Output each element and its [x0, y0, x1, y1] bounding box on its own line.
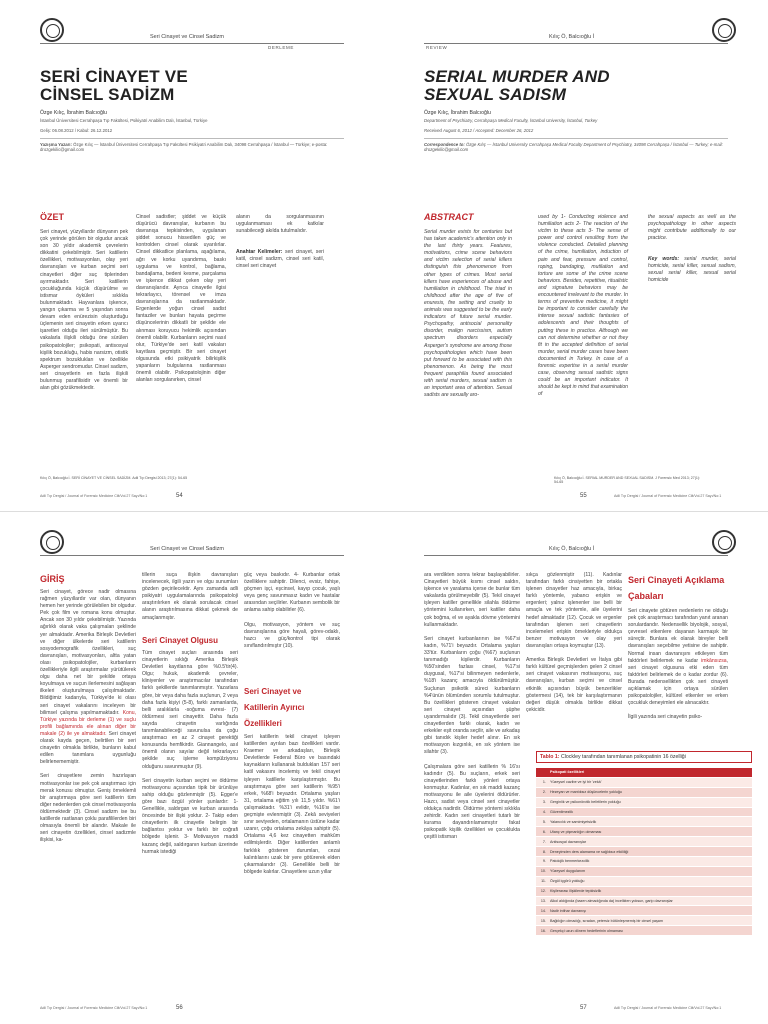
abstract-column-1: Serial murder exists for centuries but has taken academic's attention only in the last thirty years. Features, motivations, crime scene behaviors and victim selection of serial killers distinguish this phenomenon from other types of crimes. Most serial killers have experiences of abuse and humiliation in childhood. The triad in childhood after the age of five of enuresis, fire setting and cruelty to animals was suggested to be the early indicators of future serial murder. Psychopathy, antisocial personality disorder, malign narcissism, autism spectrum disorders especially Asperger's syndrome are among those psychopathologies which have been put forward to be associated with this phenomenon. As being the most frequent paraphilia found associated with serial murders, sexual sadism is an important area of attention. Sexual sadists are sexually aro-	[424, 229, 512, 399]
table-caption-text: Clockley tarafından tanımlanan psikopatinin 16 özelliği	[560, 754, 686, 760]
table-row: 2. Hezeyan ve mantıksız düşüncelerin yokluğu	[536, 787, 752, 797]
table-row: 5. Yalancılık ve samimiyetsizlik	[536, 817, 752, 827]
abstract-heading: ÖZET	[40, 212, 64, 222]
citation-footnote: Kılıç Ö, Balcıoğlu İ. SERIAL MURDER AND SEXUAL SADISM. J Forensic Med 2013; 27(1): 54-65	[554, 476, 701, 485]
correspondence-text: Özge Kılıç — İstanbul Üniversitesi Cerrahpaşa Tıp Fakültesi Psikiyatri Anabilim Dalı, 34098 Cerrahpaşa / İstanbul — Türkiye; e-posta: drozgekilic@gmail.com	[40, 142, 328, 153]
page-number: 56	[176, 1005, 183, 1011]
table-row: 8. Deneyimden ders alamama ve sağlıksız etkililiği	[536, 847, 752, 857]
journal-seal-icon	[40, 18, 64, 42]
header-rule	[424, 43, 728, 44]
table-row: 16. Gerçekçi uzun dönem hedeflerinin olmaması	[536, 926, 752, 936]
table-row: 14. Nadir intihar davranışı	[536, 906, 752, 916]
journal-footer: Adli Tıp Dergisi / Journal of Forensic Medicine Cilt/Vol.27 Sayı/No:1	[40, 494, 148, 498]
table-header-row	[536, 768, 752, 777]
abstract-column-2: used by 1- Conducting violence and humiliation acts 2- The reaction of the victim to these acts 3- The sense of power and control resulting from the violence conducted. Detailed planning of the crime, humiliation, induction of pain and fear, pressure and control, roping, bandaging, mutilation and torture are some of the crime scene behaviors. Besides, repetitive, ritualistic and signature behaviors may be encountered irrelevant to the murder. In terms of preventive medicine, it might be important to consider carefully the intense sexual sadistic fantasies of adolescents and their thoughts of putting these in practice. Although we can not determine whether or not they fit in the accepted definition of serial murder, serial murder cases have been documented in Turkey. In case of a forensic expertise in a serial murder case, observing sexual sadistic signs could be an important indicator. It should be kept in mind that examination of	[538, 214, 628, 398]
abstract-heading: ABSTRACT	[424, 212, 474, 222]
intro-paragraph-1: Seri cinayet, görece nadir olmasına rağmen yüzyıllardır var olan, dünyanın hemen her yerinde görülebilen bir olgudur. Pek çok film ve romana konu olmuştur. Ancak son 30 yıldır çekebilmiştir. Yazında ağırlıklı olarak vaka çalışmaları şeklinde yer almaktadır. Amerika Birleşik Devletleri ve diğer ülkelerde seri katillerin sosyodemografik özellikleri, suç davranışları, motivasyonları, altta yatan olası psikopatolojiler, kurbanların özellikleriyle ilgili araştırmalar yürütülerek olgu daha net bir şekilde ortaya koyulmaya ve suçun ilerlemesini sağlayan ilkeleri oluşturulmaya çalışılmaktadır. Bildiğimiz kadarıyla, Türkiye'de ki olası seri cinayet vakalarını inceleyen bir bilimsel çalışma yapılmamaktadır.	[40, 589, 136, 716]
correspondence-label: Correspondence to:	[424, 142, 465, 147]
typology-paragraph: Olgu, motivasyon, yöntem ve suç davranışlarına göre hayali, görev-odaklı, hazcı ve güç/kontrol tipi olarak sınıflandırılmıştır (10).	[244, 621, 340, 649]
abstract-column-1: Seri cinayet, yüzyıllardır dünyanın pek çok yerinde görülen bir olgudur ancak son 30 yıldır akademik çevrelerin dikkatini çekebilmiştir. Seri katillerin özellikleri, motivasyonları, olay yeri davranışları ve kurban seçimi seri cinayetleri diğer suç tiplerinden ayırmaktadır. Seri katillerin çocukluğunda küçük düşürülme ve istismar öyküleri sıklıkla bulunmaktadır. Hayvanlara işkence, yangın çıkarma ve 5 yaşından sonra devam eden enürezisin oluşturduğu üçlemenin seri cinayetin erken uyarıcı işaretleri olduğu ileri sürülmüştür. Bu vakalarla ilişkili olduğu öne sürülen psikopatolojiler; psikopati, antisosyal kişilik bozukluğu, habis narsizm, otistik spektrum bozuklukları ve özellikle Asperger sendromudur. Cinsel sadizm, seri cinayetlerin en fazla ilişkili bulunmuş parafilisidir ve önemli bir alan gibi gözükmektedir.	[40, 229, 128, 392]
paragraph-2: Seri cinayet kurbanlarının ise %67'si kadın, %71'i beyazdır. Ortalama yaşları 33'tür. Kurbanların çoğu (%67) suçlunun tanımadığı kişilerdir. Kurbanların %50'sinden fazlası cinsel, %17'si duygusal, %17'si bilinmeyen nedenlerle, %18'i kazanç amacıyla öldürülmüştür. Suçlunun psikotik süreci kurbanların %4'ünün ölümünden sorumlu tutulmuştur. Bu özellikleri gösteren cinayet vakaları seri cinayet açısından şüphe uyandırmalıdır (3). Tekil cinayetlerde seri cinayetlerden farklı olarak, kadın ve erkekler eşit oranda seçilir, aile ve arkadaş gibi tanıdık kişiler hedef alınır. En sık motivasyon kızgınlık, en sık yöntem ise silahtır (3).	[424, 635, 520, 756]
table-row: 10. Yüzeysel duygulanım	[536, 866, 752, 876]
page-number: 57	[580, 1005, 587, 1011]
definition-paragraph: Tüm cinayet suçları arasında seri cinayetlerin sıklığı Amerika Birleşik Devletleri kayıtlarına göre %0.5'tir(4). Olgu; hukuk, akademik çevreler, kliniyenler ve araştırmacılar tarafından farklı şekillerde tanımlanmıştır. Yazarlara göre, bir veya daha fazla suçlunun, 2 veya daha fazla kişiyi (5-8), farklı zamanlarda, belli aralıklarla -soğuma evresi- (7) öldürmesi seri cinayettir. Daha fazla sayıda cinayetin varlığında tanımlanabileceği savunulsa da çoğu araştırmacı en az 2 cinayet gerektiği konusunda hemfikirdir. Giannangelo, asıl önemli olanın sayılar değil tekrarlayıcı şekilde suç işleme kompülziyonu olduğunu savunmuştur (9).	[142, 650, 238, 770]
body-column-2a: tillerin suça ilişkin davranışları incelenecek, ilgili yazın ve olgu sunumları gözden geçirilecektir. Aynı zamanda adli psikiyatri uygulamalarında psikopatoloji araştırılırken ek olarak sorulacak cinsel alanın araştırılmasına dikkat çekmek de amaçlanmıştır.	[142, 572, 238, 621]
body-column-3	[628, 608, 728, 722]
page-separator	[0, 511, 768, 512]
body-column-1	[424, 572, 520, 842]
victim-selection-paragraph: Seri cinayetin kurban seçimi ve öldürme motivasyonu açısından tipik bir ürünlüye sahip olduğu gözlenmiştir (5). Egger'e göre bazı özgül yönler şunlardır: 1- Genellikle, saldırgan ve kurban arasında öncesinde bir ilişki yoktur. 2- Takip eden cinayetlerin ilk cinayetle belirgin bir bağlantısı yoktur ve farklı bir coğrafi bölgede işlenir. 3- Motivasyon maddi kazanç değil, saldırganın kurban üzerinde hurmak istediği	[142, 777, 238, 855]
paragraph-1: ara verdikten sonra tekrar başlayabilirler. Cinayetleri büyük kısmı cinsel saldırı, işkence ve yaralama içerse de bunlar tüm vakalarda görülmeyebilir (5). Tekil cinayet işleyen katiller genellikle silahla öldürme yöntemini kullanırken, seri katiller daha çok boğma, el ve ayakla dövme yöntemini kullanmaktadır.	[424, 572, 520, 628]
paragraph-6-end: , seri cinayet olgusuna etki eden tüm faktörleri belirlemek de o kadar zordur (6). Burada nedensellikten çok seri cinayeti açıklamak için ortaya sürülen psikopatolojiler, kültürel etkenler ve erken çocukluk deneyimleri ele alınacaktır.	[628, 657, 728, 707]
intro-paragraph-3: Seri cinayetlere zemin hazırlayan motivasyonlar ise pek çok araştırmacı için merak konusu olmuştur. Geniş örneklemli bir araştırmaya göre seri katillerin tüm diğer nedenlerden çok cinsel motivasyonla öldürmektedir (3). Cinsel sadizm ise bu katillerde rastlanan çoklu parafililerden biri olmasıyla önemli bir alandır. Makale ile seri cinayetin özellikleri, cinsel sadizmle ilişkisi, ka-	[40, 773, 136, 844]
body-column-3b: Seri katillerin tekil cinayet işleyen katillerden ayrılan bazı özellikleri vardır. Kraemer ve arkadaşları, Birleşik Devletlerde Federal Büro ve basındaki kaynakların kullanarak buldukları 157 seri katil vakasını incelemiş ve tekil cinayet işleyen katillerle karşılaştırmıştır. Bu araştırmaya göre seri katillerin %95'i erkek, %68'i beyazdır. Ortalama yaşları 31, ortalama eğitim yılı 11,5 yıldır. %61'i çalışmaktadır. %31'i evlidir, %16'sı ise geçmişte evlenmiştir (3). Zekâ seviyeleri sınır seviyeden, ortalamanın üstüne kadar uzanır, çoğu ortalama zekâya sahiptir (5). Ortalama 4,6 kez cinayetten mahkûm edilmişlerdir. Diğer katillerden anlamlı farklılık gösteren durumları, cezai kalıntılarını uzak bir yere götürerek elden çıkarmalarıdır (3). Genellikle belli bir bölgede kalırlar. Cinayetlere uzun yıllar	[244, 734, 340, 875]
correspondence-text: Özge Kılıç — İstanbul University Cerrahpaşa Medical Faculty Department of Psychiatry, 34098 Cerrahpaşa / İstanbul — Turkey; e-mail: drozgekilic@gmail.com	[424, 142, 723, 153]
journal-seal-icon	[712, 18, 736, 42]
page-55-english-abstract	[384, 0, 768, 512]
psychopathy-features-table	[536, 768, 752, 936]
divider	[424, 138, 728, 139]
affiliation: İstanbul Üniversitesi Cerrahpaşa Tıp Fakültesi, Psikiyatri Anabilim Dalı, İstanbul, Türkiye	[40, 118, 208, 123]
authors: Özge Kılıç, İbrahim Balcıoğlu	[40, 110, 107, 116]
paragraph-6: Seri cinayete götüren nedenlerin ne olduğu pek çok araştırmacı tarafından yanıt aranan sorulardandır. Nedensellik biyolojik, sosyal, çevresel etkenlere dayanan karmaşık bir süreçtir. Bunlara ek olarak bireyler belli davranışları seçebilme yetisine de sahiptir. Normal insan davranışını etkileyen tüm faktörleri belirlemek ne kadar	[628, 608, 728, 664]
header-rule	[40, 43, 344, 44]
dates: Geliş: 06.08.2012 / Kabul: 26.12.2012	[40, 128, 113, 133]
paragraph-4: sıkça gözlenmiştir (11). Kadınlar tarafından farklı cinsiyetten bir ortakla işlenen cinayetler haz amacıyla, birkaç farklı yöntemle, yabancı erişkin ve ergenleri; yalnız işlenenler ise belli bir amaçla ve tek yöntemle, aile üyelerini hedef almaktadır (12). Çocuk ve ergenler tarafından işlenen seri cinayetlerin incelemeleri erişkin örnekleriyle oldukça benzer motivasyon ve olay yeri davranışları ortaya koymuştur (13).	[526, 572, 622, 649]
page-number: 54	[176, 493, 183, 499]
article-type-tag: REVIEW	[426, 45, 448, 50]
journal-seal-icon	[712, 530, 736, 554]
paragraph-7: İlgili yazında seri cinayetin psiko-	[628, 714, 703, 721]
keywords-text: serial murder, serial homicide, serial killer, sexual sadism, sexual serial killer, sexual serial homicide	[648, 256, 736, 284]
divider	[40, 138, 344, 139]
paragraph-3: Çalışmalara göre seri katillerin % 16'sı kadındır (5). Bu suçların, erkek seri cinayetlerinden farklı yönleri ortaya konmuştur. Kadınlar, en sık maddi kazanç motivasyonu ile aile üyelerini öldürürler. Hazcı, sadist veya cinsel seri cinayetler oldukça nadirdir. Öldürme yöntemi sıklıkla zehirdir. Kadın seri cinayetleri tutarlı bir kurama dayandırılamamıştır fakat psikopatik kişilik özellikleri ve çocuklukta çeşitli istismarı	[424, 763, 520, 841]
correspondence-label: Yazışma Yazarı:	[40, 142, 72, 147]
page-number: 55	[580, 493, 587, 499]
keywords	[648, 256, 736, 284]
running-header: Kılıç Ö, Balcıoğlu İ	[549, 546, 595, 552]
table-row: 9. Patolojik benmerkezcilik	[536, 857, 752, 867]
running-header: Seri Cinayet ve Cinsel Sadizm	[150, 546, 224, 552]
keywords-text: seri cinayet, seri katil, cinsel sadizm, cinsel seri katil, cinsel seri cinayet	[236, 249, 325, 270]
page-54-turkish-abstract	[0, 0, 385, 512]
section-heading-seri-cinayet: Seri Cinayet Olgusu	[142, 636, 219, 645]
keywords-label: Anahtar Kelimeler:	[236, 249, 283, 255]
running-header: Kılıç Ö, Balcıoğlu İ	[549, 34, 595, 40]
italic-emphasis: imkânsızsa	[701, 657, 727, 664]
header-rule	[40, 555, 344, 556]
authors: Özge Kılıç, İbrahim Balcıoğlu	[424, 110, 491, 116]
header-rule	[424, 555, 728, 556]
journal-seal-icon	[40, 530, 64, 554]
dates: Received August 6, 2012 / Accepted: December 26, 2012	[424, 128, 534, 133]
abstract-column-3: the sexual aspects as well as the psychopathology in other aspects might contribute additionally to our practice.	[648, 214, 736, 242]
table-row: 4. Güvenilmezlik	[536, 807, 752, 817]
article-title: SERİ CİNAYET VE CİNSEL SADİZM	[40, 67, 188, 104]
article-title: SERIAL MURDER AND SEXUAL SADISM	[424, 67, 610, 104]
keywords-label: Key words:	[648, 256, 680, 262]
article-type-tag: DERLEME	[268, 45, 294, 50]
table-header-cell: Psikopati özellikleri	[548, 768, 752, 777]
section-heading-aciklama: Seri Cinayeti Açıklama Çabaları	[628, 575, 725, 601]
table-row: 7. Antisosyal davranışlar	[536, 837, 752, 847]
table-row: 6. Utanç ve pişmanlığın olmaması	[536, 827, 752, 837]
abstract-column-3: alanın da sorgulanmasının uygulanmaması ek katkılar sunabileceği akılda tutulmalıdır.	[236, 214, 324, 235]
table-row: 12. Kişilerarası ilişkilerde tepkisizlik	[536, 886, 752, 896]
journal-footer: Adli Tıp Dergisi / Journal of Forensic Medicine Cilt/Vol.27 Sayı/No:1	[40, 1006, 148, 1010]
journal-footer: Adli Tıp Dergisi / Journal of Forensic Medicine Cilt/Vol.27 Sayı/No:1	[614, 494, 722, 498]
table-row: 15. Bağlılığın olmadığı, sıradan, yetersiz bütünleşmemiş bir cinsel yaşam	[536, 916, 752, 926]
correspondence	[424, 142, 728, 153]
page-56-introduction	[0, 512, 385, 1024]
table-row: 13. Alkol aldığında (bazen almadığında da) incelikten yoksun, garip davranışlar	[536, 896, 752, 906]
affiliation: Department of Psychiatry, Cerrahpaşa Medical Faculty, İstanbul University, İstanbul, Turkey	[424, 118, 598, 123]
intro-paragraph-2: Seri cinayet olarak kayda geçen, belirtilen bir seri cinayetin olmakla birlikte, bunların kabul edilen tanımlara uygunluğu belirlenememiştir.	[40, 730, 136, 766]
running-header: Seri Cinayet ve Cinsel Sadizm	[150, 34, 224, 40]
table-label: Tablo 1:	[540, 754, 560, 760]
correspondence	[40, 142, 344, 153]
citation-footnote: Kılıç Ö, Balcıoğlu İ. SERİ CİNAYET VE CİNSEL SADİZM. Adli Tıp Dergisi 2013; 27(1): 54-65	[40, 476, 188, 480]
table-caption	[536, 751, 752, 763]
page-57-body-and-table	[384, 512, 768, 1024]
section-heading-ayirici: Seri Cinayet ve Katillerin Ayırıcı Özellikleri	[244, 687, 305, 728]
paragraph-5: Amerika Birleşik Devletleri ve İtalya gibi farklı kültürel geçmişlerden gelen 2 cinsel seri cinayet vakasının motivasyonu, suç davranışları, kurban seçimi ve cinsel etkinlik açısından büyük benzerlikler göstermesi (14), tek bir karşılaştırmanın değeri düşük olmakla birlikte dikkat çekicidir.	[526, 657, 622, 713]
body-column-2b	[142, 650, 238, 856]
reference-link-text[interactable]: Konu, Türkiye yazında bir derleme (1) ve suçlu profili bağlamında ele alınan diğer bir makale (2) ile ye almaktadır.	[40, 709, 136, 737]
table-row: 11. Özgül içgörü yokluğu	[536, 876, 752, 886]
abstract-column-2: Cinsel sadistler; şiddet ve küçük düşürücü davranışlar, kurbanın bu davranışa tepkisinden, uygulanan şiddet sonucu hissedilen güç ve kontrolden cinsel olarak uyarılırlar. Cinsel dikkatlice planlama, aşağılama, ağrı ve korku uyandırma, baskı uygulama ve kontrol, bağlama, bandajlama, bedeni kesme, parçalama ve işkence dikkat çeken olay yeri davranışlarıdır. Ayrıca cinayetle ilgisi tekrarlayıcı, törensel ve imza davranışlarına da rastlanmaktadır. Ergenlerde yoğun cinsel sadist fantaziler ve bunları hayata geçirme düşüncelerinin dikkatli bir şekilde ele alınması koruyucu hekimlik açısından önemli olabilir. Kurbanların seçimi nasıl olur, Türkiye'de seri katil vakaları kayıtlara geçmiştir. Bir seri cinayet olgusunda etki psikiyatrik bilirkişilik yapanların bulgularına rastlanması önemli olabilir. Psikopatolojinin diğer alanları sorgulanırken, cinsel	[136, 214, 226, 384]
body-column-1	[40, 589, 136, 844]
keywords	[236, 249, 324, 270]
body-column-2	[526, 572, 622, 714]
victim-features-paragraph: güç veya baskıdır. 4- Kurbanlar ortak özelliklere sahiptir. Dilenci, evsiz, fahişe, göçmen işçi, eşcinsel, kayıp çocuk, yaşlı veya genç savunmasız kadın ve hastalar arasından seçilirler. Kurbanın sembolik bir anlama sahip olabilirler (6).	[244, 572, 340, 614]
body-column-3a	[244, 572, 340, 650]
table-row: 3. Gerginlik ve psikonörotik belirtilerin yokluğu	[536, 797, 752, 807]
section-heading-giris: GİRİŞ	[40, 574, 65, 584]
table-row: 1. Yüzeysel cazibe ve iyi bir 'zekâ'	[536, 777, 752, 787]
journal-footer: Adli Tıp Dergisi / Journal of Forensic Medicine Cilt/Vol.27 Sayı/No:1	[614, 1006, 722, 1010]
